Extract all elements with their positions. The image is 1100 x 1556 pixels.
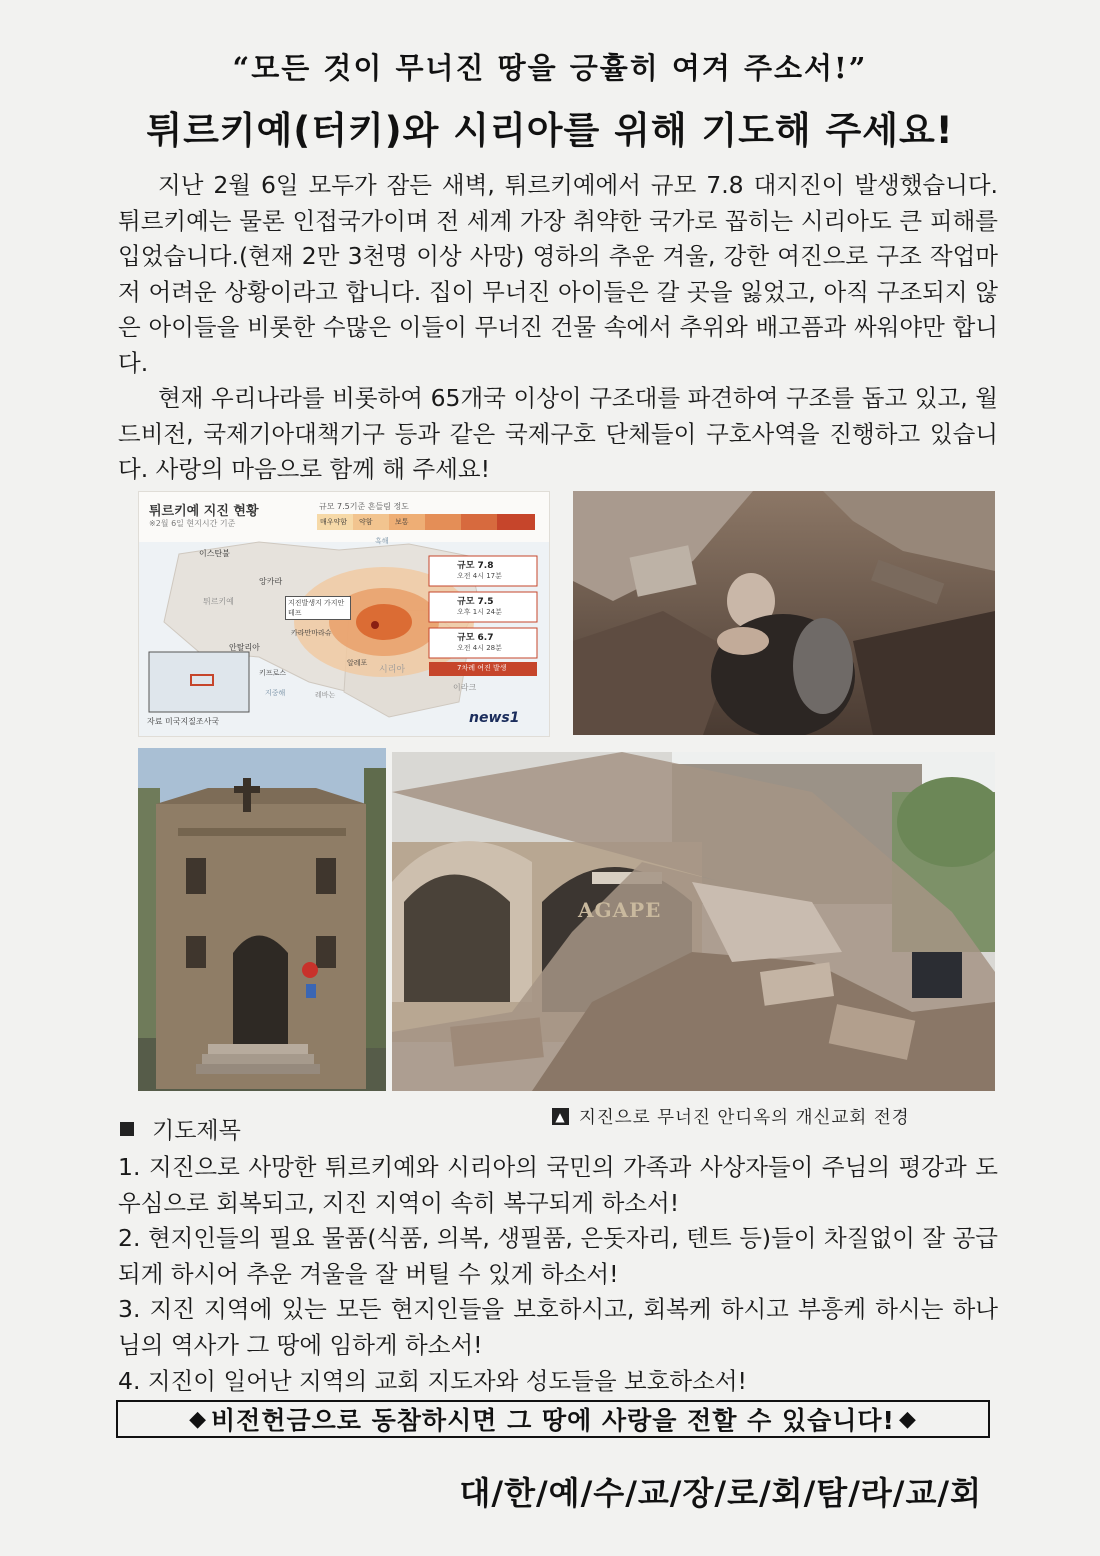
map-sea-label: 흑해 xyxy=(375,537,389,545)
map-city-antalya: 안탈리아 xyxy=(229,643,260,652)
tagline: “모든 것이 무너진 땅을 긍휼히 여겨 주소서!” xyxy=(232,51,868,85)
map-country-lebanon: 레바논 xyxy=(315,691,336,699)
church-before-graphic xyxy=(138,748,386,1091)
church-signature: 대/한/예/수/교/장/로/회/탐/라/교/회 xyxy=(459,1474,982,1512)
map-city-kahramanmaras: 카라만마라슈 xyxy=(291,629,332,637)
collapsed-church-photo xyxy=(392,752,995,1091)
prayer-list xyxy=(118,1150,998,1399)
map-city-istanbul: 이스탄불 xyxy=(199,549,230,558)
quake-1-magnitude: 규모 7.8 xyxy=(457,561,494,571)
map-country-iraq: 이라크 xyxy=(453,683,477,692)
quake-2-magnitude: 규모 7.5 xyxy=(457,597,494,607)
map-city-aleppo: 알레포 xyxy=(347,659,368,667)
photo-caption-text: 지진으로 무너진 안디옥의 개신교회 전경 xyxy=(579,1108,910,1128)
map-city-ankara: 앙카라 xyxy=(259,577,283,586)
quake-2-time: 오후 1시 24분 xyxy=(457,608,502,616)
quake-1-time: 오전 4시 17분 xyxy=(457,572,502,580)
survivor-photo xyxy=(573,491,995,735)
earthquake-map xyxy=(138,491,550,737)
map-city-cyprus: 키프로스 xyxy=(259,669,287,677)
map-title: 튀르키예 지진 현황 xyxy=(149,504,259,519)
news1-logo: news1 xyxy=(469,710,520,726)
page-title: 튀르키예(터키)와 시리아를 위해 기도해 주세요! xyxy=(146,109,954,152)
prayer-item-2: 2. 현지인들의 필요 물품(식품, 의복, 생필품, 은돗자리, 텐트 등)들이 차질없이 잘 공급되게 하시어 추운 겨울을 잘 버틸 수 있게 하소서! xyxy=(118,1224,998,1288)
survivor-photo-graphic xyxy=(573,491,995,735)
map-legend-title: 규모 7.5기준 흔들림 정도 xyxy=(319,502,409,511)
photo-caption xyxy=(552,1104,910,1129)
map-legend-level-2: 약함 xyxy=(359,518,373,526)
quake-3-magnitude: 규모 6.7 xyxy=(457,633,494,643)
map-source: 자료 미국지질조사국 xyxy=(147,717,220,726)
black-square-icon xyxy=(120,1122,134,1136)
church-before-photo xyxy=(138,748,386,1091)
up-arrow-box-icon: ▲ xyxy=(552,1108,569,1125)
prayer-section-heading xyxy=(120,1112,241,1145)
map-epicenter-label: 지진발생지 가지안테프 xyxy=(285,596,351,620)
agape-sign: AGAPE xyxy=(578,898,662,922)
diamond-icon-left: ◆ xyxy=(189,1406,208,1432)
map-subtitle: ※2월 6일 현지시간 기준 xyxy=(149,519,236,528)
prayer-heading-text: 기도제목 xyxy=(152,1118,241,1144)
map-sea-mediterranean: 지중해 xyxy=(265,689,286,697)
intro-paragraph-2: 현재 우리나라를 비롯하여 65개국 이상이 구조대를 파견하여 구조를 돕고 있고, 월드비전, 국제기아대책기구 등과 같은 국제구호 단체들이 구호사역을 진행하고 있습니다. 사랑의 마음으로 함께 해 주세요! xyxy=(118,384,998,483)
prayer-item-1: 1. 지진으로 사망한 튀르키예와 시리아의 국민의 가족과 사상자들이 주님의 평강과 도우심으로 회복되고, 지진 지역이 속히 복구되게 하소서! xyxy=(118,1153,998,1217)
prayer-item-3: 3. 지진 지역에 있는 모든 현지인들을 보호하시고, 회복케 하시고 부흥케 하시는 하나님의 역사가 그 땅에 임하게 하소서! xyxy=(118,1295,998,1359)
aftershock-note: 7차례 여진 발생 xyxy=(457,664,507,672)
diamond-icon-right: ◆ xyxy=(898,1406,917,1432)
intro-text xyxy=(118,168,998,488)
map-country-syria: 시리아 xyxy=(379,665,406,675)
map-country-turkiye: 튀르키예 xyxy=(203,597,234,606)
offering-banner xyxy=(116,1400,990,1438)
map-legend-level-3: 보통 xyxy=(395,518,409,526)
offering-banner-text: 비전헌금으로 동참하시면 그 땅에 사랑을 전할 수 있습니다! xyxy=(211,1406,895,1435)
prayer-item-4: 4. 지진이 일어난 지역의 교회 지도자와 성도들을 보호하소서! xyxy=(118,1366,747,1395)
quake-3-time: 오전 4시 28분 xyxy=(457,644,502,652)
map-legend-level-1: 매우약함 xyxy=(320,518,348,526)
intro-paragraph-1: 지난 2월 6일 모두가 잠든 새벽, 튀르키예에서 규모 7.8 대지진이 발생했습니다. 튀르키예는 물론 인접국가이며 전 세계 가장 취약한 국가로 꼽히는 시리아도 큰 피해를 입었습니다.(현재 2만 3천명 이상 사망) 영하의 추운 겨울, 강한 여진으로 구조 작업마저 어려운 상황이라고 합니다. 집이 무너진 아이들은 갈 곳을 잃었고, 아직 구조되지 않은 아이들을 비롯한 수많은 이들이 무너진 건물 속에서 추위와 배고픔과 싸워야만 합니다. xyxy=(118,171,998,377)
collapsed-church-graphic xyxy=(392,752,995,1091)
